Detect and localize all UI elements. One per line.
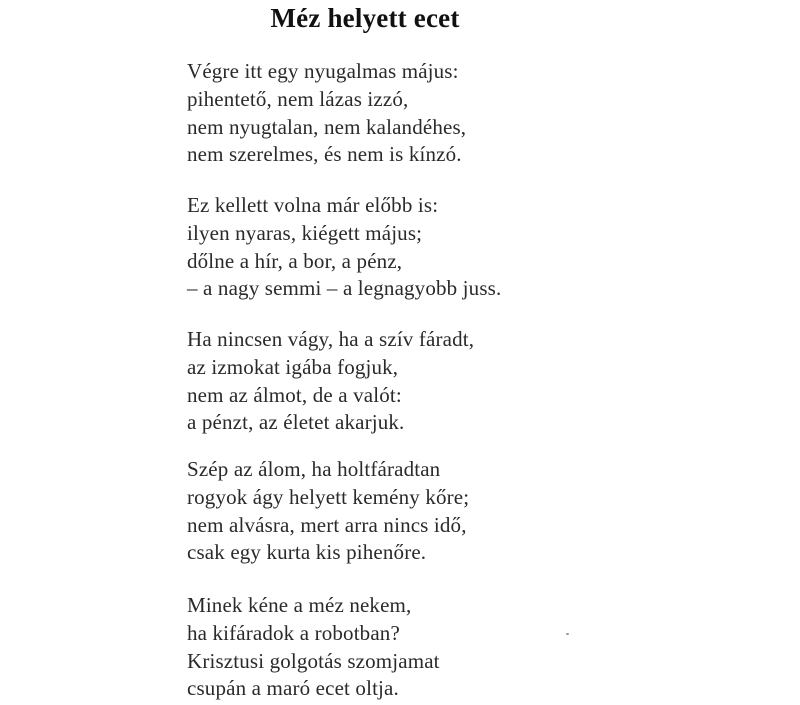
poem-line: a pénzt, az életet akarjuk.: [187, 410, 405, 435]
poem-line: nem nyugtalan, nem kalandéhes,: [187, 114, 467, 139]
poem-line: – a nagy semmi – a legnagyobb juss.: [187, 276, 502, 301]
stanza-1: [187, 58, 466, 169]
stanza-3: [187, 326, 474, 437]
stanza-5: [187, 592, 440, 703]
poem-line: dőlne a hír, a bor, a pénz,: [187, 248, 403, 273]
stanza-2: [187, 192, 501, 303]
poem-line: rogyok ágy helyett kemény kőre;: [187, 484, 470, 509]
poem-line: csupán a maró ecet oltja.: [187, 676, 399, 701]
poem-line: Szép az álom, ha holtfáradtan: [187, 457, 441, 481]
scan-speck: [566, 633, 569, 635]
poem-line: Végre itt egy nyugalmas május:: [187, 59, 459, 83]
poem-line: nem alvásra, mert arra nincs idő,: [187, 512, 467, 537]
poem-line: ilyen nyaras, kiégett május;: [187, 220, 423, 245]
poem-line: nem az álmot, de a valót:: [187, 382, 402, 407]
poem-line: Krisztusi golgotás szomjamat: [187, 648, 440, 673]
poem-line: az izmokat igába fogjuk,: [187, 354, 399, 379]
poem-line: ha kifáradok a robotban?: [187, 620, 400, 645]
poem-line: Minek kéne a méz nekem,: [187, 593, 412, 617]
poem-line: Ez kellett volna már előbb is:: [187, 193, 439, 217]
poem-line: Ha nincsen vágy, ha a szív fáradt,: [187, 327, 475, 351]
poem-line: csak egy kurta kis pihenőre.: [187, 540, 427, 565]
stanza-4: [187, 456, 469, 567]
poem-title: Méz helyett ecet: [270, 3, 460, 33]
poem-line: nem szerelmes, és nem is kínzó.: [187, 142, 462, 167]
poem-line: pihentető, nem lázas izzó,: [187, 86, 409, 111]
